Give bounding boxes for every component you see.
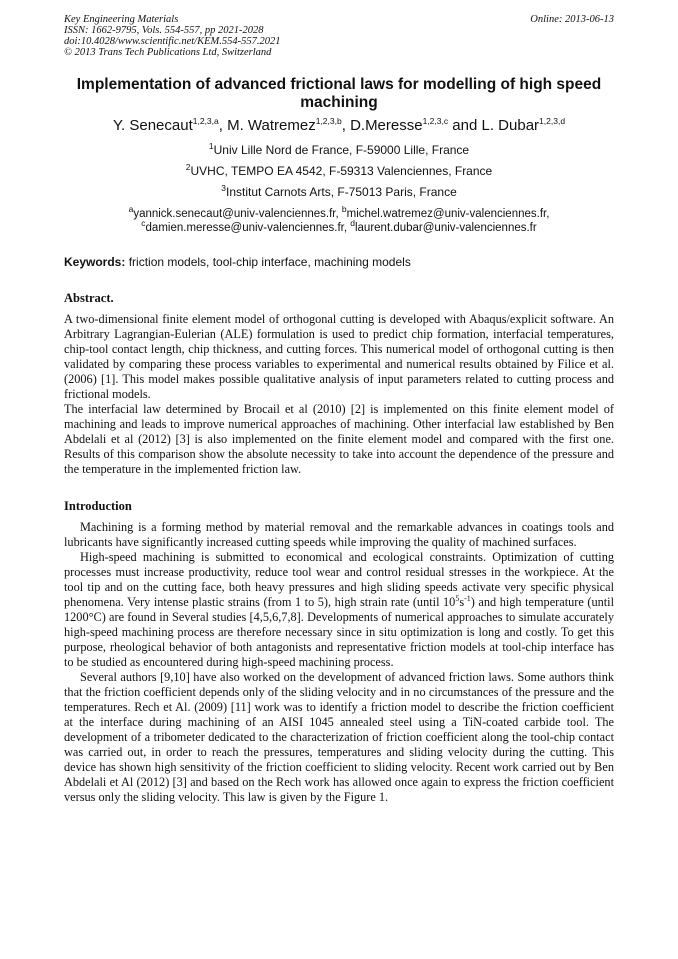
email-sup: c <box>141 218 146 229</box>
affiliation <box>64 185 614 199</box>
intro-text: ) and high temperature (until 1200°C) are found in Several studies [4,5,6,7,8]. Developments of numerical approaches to simulate accurately high-speed machining process are therefore necessary since in situ optimization is long and costly. To get this purpose, rheological behavior of both antagonists and representative friction models at tool-chip interface has to be studied as encountered during high-speed machining process. <box>64 595 615 669</box>
email-sup: b <box>341 204 347 215</box>
affiliation-text: Univ Lille Nord de France, F-59000 Lille, France <box>213 143 470 157</box>
affiliation-sup: 1 <box>208 141 214 151</box>
email-sup: d <box>350 218 355 229</box>
doi: doi:10.4028/www.scientific.net/KEM.554-557.2021 <box>64 36 281 47</box>
author-list <box>64 116 614 136</box>
author-sep: and <box>448 117 482 134</box>
affiliation-sup: 3 <box>221 183 226 193</box>
journal-header <box>64 14 614 58</box>
author-name: L. Dubar <box>481 117 540 134</box>
journal-name: Key Engineering Materials <box>64 14 179 25</box>
author-emails <box>64 204 614 235</box>
email-sup: a <box>128 204 134 215</box>
keywords-label: Keywords: <box>64 255 126 269</box>
email-line <box>64 204 614 221</box>
abstract-paragraph: The interfacial law determined by Brocail et al (2010) [2] is implemented on this finite element model of machining and leads to improve numerical approaches of machining. Other interfacial law established by Ben Abdelali et al (2012) [3] is also implemented on the finite element model and compared with the first one. Results of this comparison show the absolute necessity to take into account the dependence of the pressure and the temperature in the implemented friction law. <box>64 402 614 476</box>
exponent: 5 <box>455 593 460 603</box>
copyright: © 2013 Trans Tech Publications Ltd, Switzerland <box>64 47 272 58</box>
email-link[interactable]: damien.meresse@univ-valenciennes.fr, <box>145 222 351 234</box>
email-line <box>64 218 614 235</box>
intro-text: s <box>459 595 465 609</box>
affiliation-text: UVHC, TEMPO EA 4542, F-59313 Valenciennes, France <box>190 164 493 178</box>
author-sup: 1,2,3,a <box>192 116 219 126</box>
author-name: M. Watremez <box>227 117 316 134</box>
abstract-heading: Abstract. <box>64 291 114 305</box>
online-date: Online: 2013-06-13 <box>530 14 614 25</box>
email-link[interactable]: michel.watremez@univ-valenciennes.fr, <box>346 208 550 220</box>
email-link[interactable]: yannick.senecaut@univ-valenciennes.fr, <box>133 208 342 220</box>
keywords <box>64 255 614 269</box>
issn: ISSN: 1662-9795, Vols. 554-557, pp 2021-2028 <box>64 25 264 36</box>
affiliation <box>64 143 614 157</box>
email-link[interactable]: laurent.dubar@univ-valenciennes.fr <box>354 222 537 234</box>
intro-paragraph: Machining is a forming method by material removal and the remarkable advances in coatings tools and lubricants have significantly increased cutting speeds while improving the quality of machined surfaces. <box>64 520 614 549</box>
intro-paragraph <box>64 550 614 670</box>
author-sep: , <box>218 117 228 134</box>
affiliation <box>64 164 614 178</box>
author-name: D.Meresse <box>350 117 423 134</box>
affiliation-text: Institut Carnots Arts, F-75013 Paris, France <box>225 185 457 199</box>
author-sup: 1,2,3,d <box>539 116 566 126</box>
keywords-text: friction models, tool-chip interface, machining models <box>125 255 411 269</box>
intro-text: High-speed machining is submitted to economical and ecological constraints. Optimization of cutting processes must increase productivity, reduce tool wear and control residual stresses in the workpiece. At the tool tip and on the cutting face, both heavy pressures and high sliding speeds activate very specific physical phenomena. Very intense plastic strains (from 1 to 5), high strain rate (until 10 <box>64 550 614 609</box>
author-sup: 1,2,3,c <box>422 116 449 126</box>
exponent: -1 <box>464 593 471 603</box>
affiliation-sup: 2 <box>185 162 191 172</box>
author-sep: , <box>341 117 351 134</box>
author-sup: 1,2,3,b <box>315 116 342 126</box>
intro-paragraph: Several authors [9,10] have also worked on the development of advanced friction laws. Some authors think that the friction coefficient depends only of the sliding velocity and in no circumstances of the pressure and the temperatures. Rech et Al. (2009) [11] work was to identify a friction model to describe the friction coefficient at the interface during machining of an AISI 1045 annealed steel using a TiN-coated carbide tool. The development of a tribometer dedicated to the characterization of friction coefficient along the tool-chip contact was carried out, in order to reach the pressures, temperatures and sliding velocity during the cutting. This device has shown high sensitivity of the friction coefficient to sliding velocity. Recent work carried out by Ben Abdelali et Al (2012) [3] and based on the Rech work has allowed once again to express the friction coefficient versus only the sliding velocity. This law is given by the Figure 1. <box>64 670 614 804</box>
introduction-heading: Introduction <box>64 499 132 513</box>
abstract-paragraph: A two-dimensional finite element model of orthogonal cutting is developed with Abaqus/explicit software. An Arbitrary Lagrangian-Eulerian (ALE) formulation is used to predict chip formation, interfacial temperatures, chip-tool contact length, chip thickness, and cutting forces. This numerical model of orthogonal cutting is then validated by comparing these process variables to experimental and numerical results obtained by Filice et al. (2006) [1]. This model makes possible qualitative analysis of input parameters related to cutting process and frictional models. <box>64 312 614 401</box>
paper-title: Implementation of advanced frictional laws for modelling of high speed machining <box>76 76 602 111</box>
author-name: Y. Senecaut <box>112 117 193 134</box>
